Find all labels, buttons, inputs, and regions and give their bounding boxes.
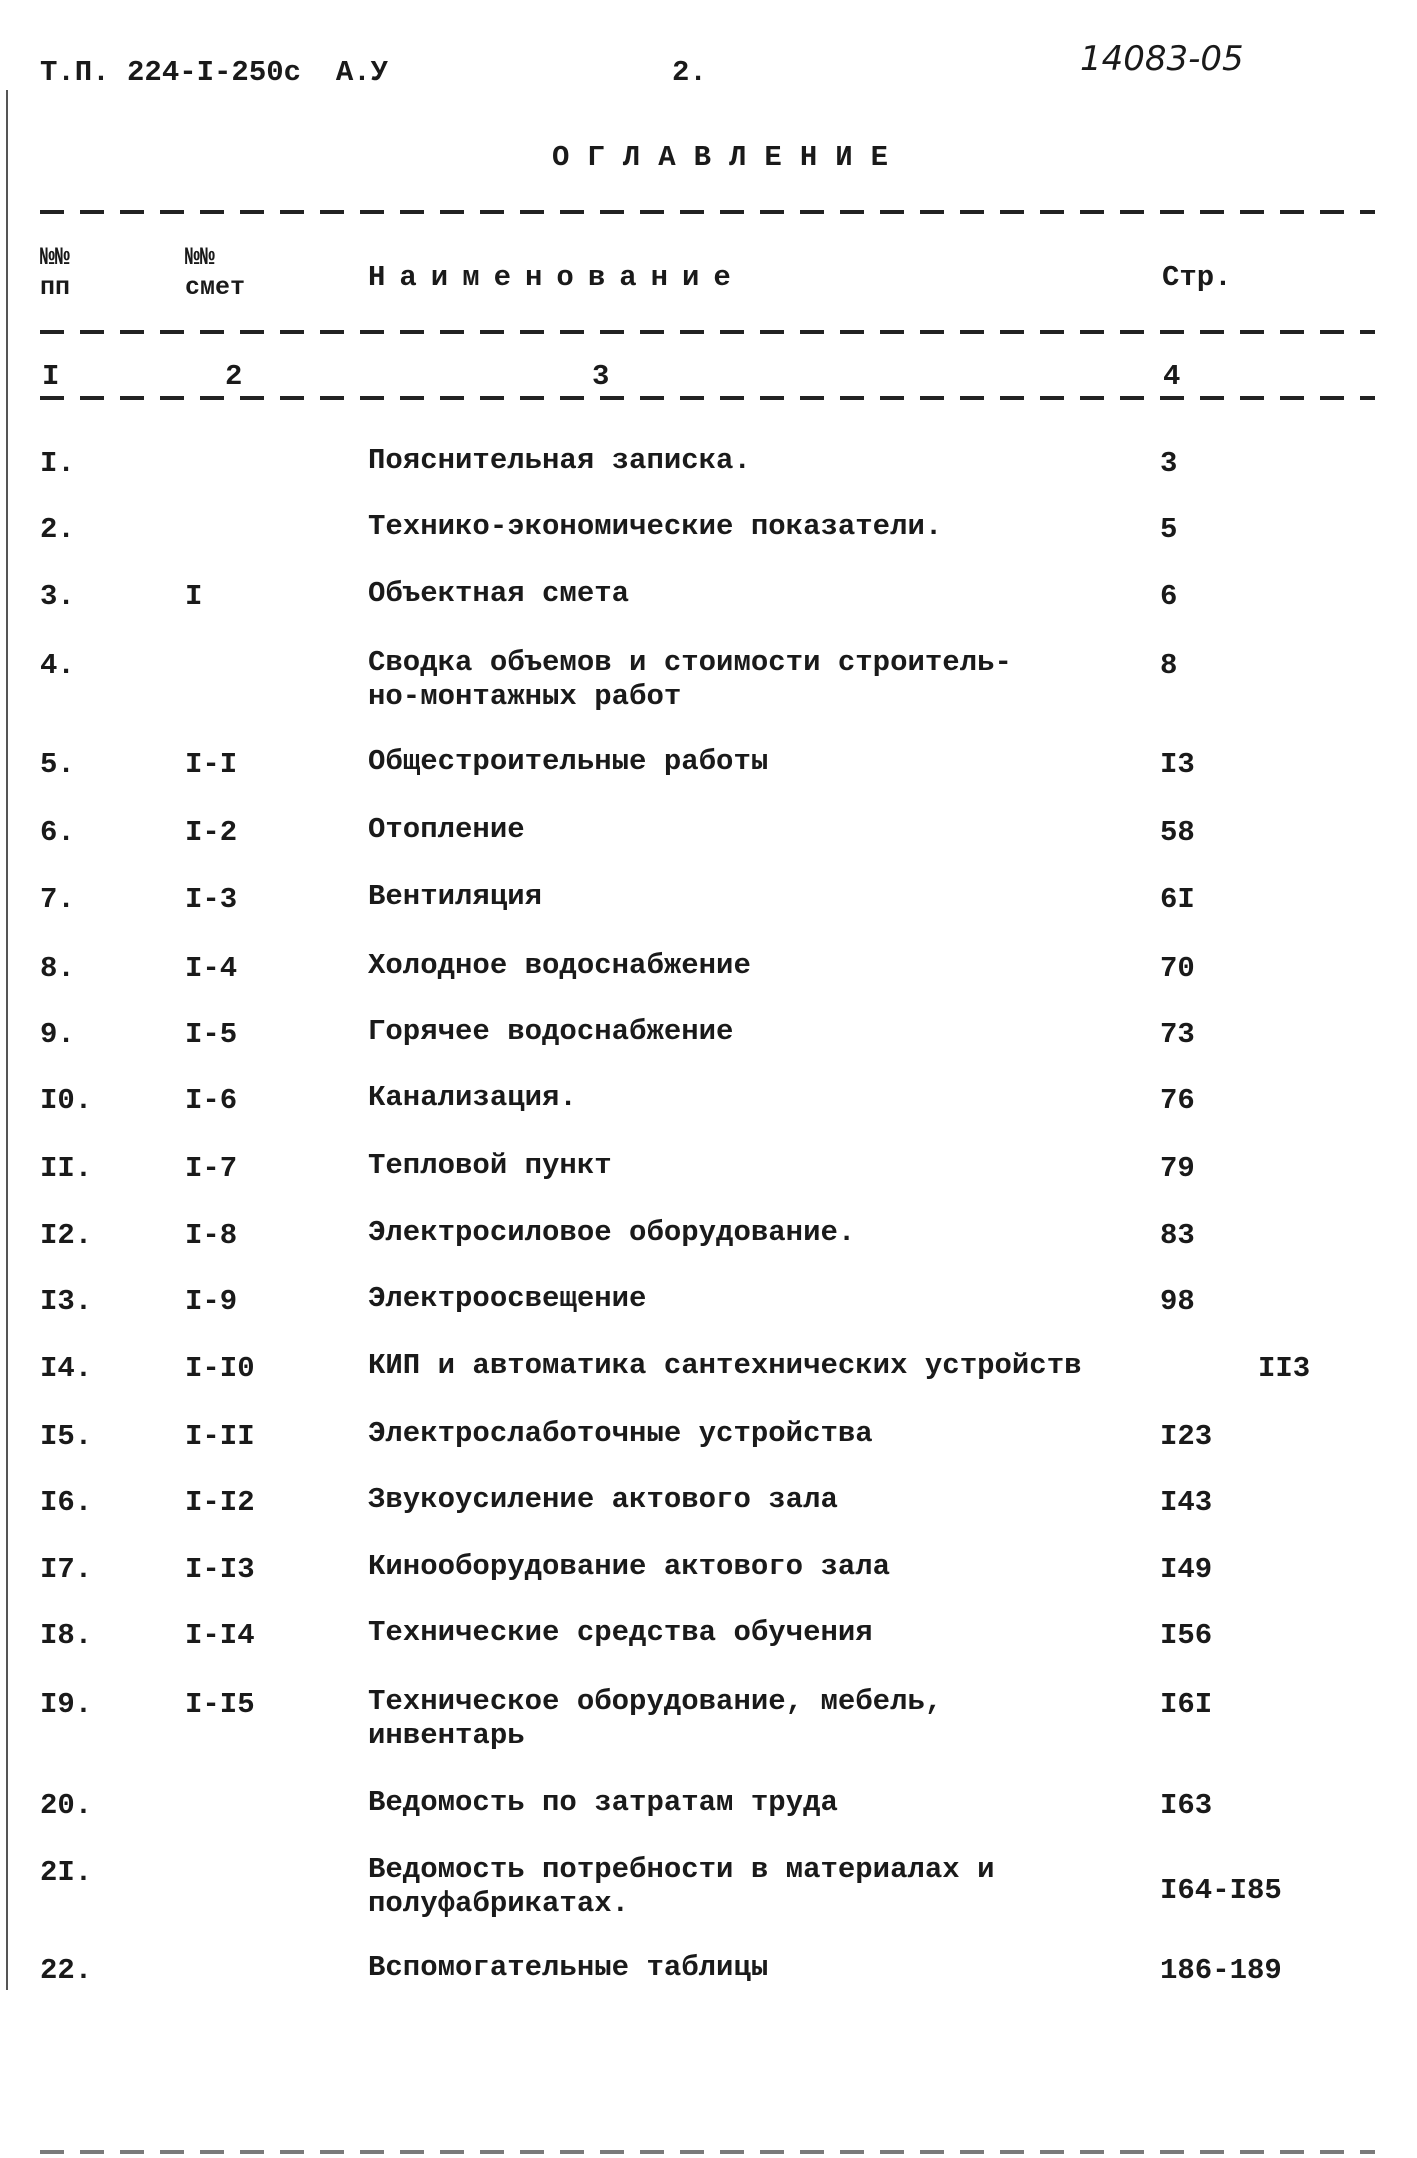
row-number: 9. (40, 1018, 75, 1051)
row-name: Техническое оборудование, мебель, инвентарь (368, 1685, 943, 1752)
row-page: I56 (1160, 1619, 1213, 1652)
row-page: 6I (1160, 883, 1195, 916)
column-number-4: 4 (1163, 360, 1181, 393)
row-number: I2. (40, 1219, 93, 1252)
row-number: 2. (40, 513, 75, 546)
row-name: Тепловой пункт (368, 1149, 612, 1182)
row-page: 8 (1160, 649, 1178, 682)
row-page: 3 (1160, 447, 1178, 480)
row-name: Звукоусиление актового зала (368, 1483, 838, 1516)
row-estimate: I-I5 (185, 1688, 255, 1721)
row-number: I8. (40, 1619, 93, 1652)
header-number-line2: пп (40, 273, 71, 302)
row-number: 22. (40, 1954, 93, 1987)
scan-margin-line (6, 90, 8, 1990)
row-estimate: I-8 (185, 1219, 238, 1252)
row-page: 70 (1160, 952, 1195, 985)
row-number: 6. (40, 816, 75, 849)
divider (40, 210, 1375, 214)
row-name: Технические средства обучения (368, 1616, 873, 1649)
header-name: Наименование (368, 261, 745, 294)
row-estimate: I-I3 (185, 1553, 255, 1586)
row-number: I5. (40, 1420, 93, 1453)
row-page: 5 (1160, 513, 1178, 546)
row-number: I6. (40, 1486, 93, 1519)
divider (40, 396, 1375, 400)
handwritten-number: 14083-05 (1080, 39, 1244, 79)
page-number: 2. (672, 56, 707, 89)
column-number-3: 3 (592, 360, 610, 393)
row-page: I49 (1160, 1553, 1213, 1586)
row-page: 73 (1160, 1018, 1195, 1051)
row-page: I43 (1160, 1486, 1213, 1519)
row-name: Вентиляция (368, 880, 543, 913)
row-name: КИП и автоматика сантехнических устройств (368, 1349, 1082, 1382)
row-number: I3. (40, 1285, 93, 1318)
row-number: I4. (40, 1352, 93, 1385)
page-title: ОГЛАВЛЕНИЕ (552, 141, 907, 174)
row-estimate: I-3 (185, 883, 238, 916)
row-name: Вспомогательные таблицы (368, 1951, 769, 1984)
row-number: 7. (40, 883, 75, 916)
row-page: 58 (1160, 816, 1195, 849)
row-name: Горячее водоснабжение (368, 1015, 734, 1048)
row-page: 76 (1160, 1084, 1195, 1117)
row-name: Общестроительные работы (368, 745, 769, 778)
row-name: Электросиловое оборудование. (368, 1216, 856, 1249)
row-name: Отопление (368, 813, 525, 846)
row-page: I64-I85 (1160, 1874, 1282, 1907)
row-page: 79 (1160, 1152, 1195, 1185)
row-estimate: I-6 (185, 1084, 238, 1117)
row-page: 83 (1160, 1219, 1195, 1252)
header-estimate-line1: №№ (185, 243, 216, 272)
row-estimate: I-II (185, 1420, 255, 1453)
document-code: Т.П. 224-I-250с А.У (40, 56, 389, 89)
row-page: 98 (1160, 1285, 1195, 1318)
row-name: Электроосвещение (368, 1282, 647, 1315)
header-number (40, 243, 70, 303)
row-name: Сводка объемов и стоимости строитель- но-монтажных работ (368, 646, 1012, 713)
divider (40, 2150, 1375, 2154)
row-page: I6I (1160, 1688, 1213, 1721)
column-number-2: 2 (225, 360, 243, 393)
row-page: I3 (1160, 748, 1195, 781)
row-name: Пояснительная записка. (368, 444, 751, 477)
divider (40, 330, 1375, 334)
row-number: 2I. (40, 1856, 93, 1889)
header-estimate (185, 243, 245, 303)
row-name: Холодное водоснабжение (368, 949, 751, 982)
row-number: 4. (40, 649, 75, 682)
row-number: 3. (40, 580, 75, 613)
header-number-line1: №№ (40, 243, 71, 272)
row-number: I7. (40, 1553, 93, 1586)
row-page: I63 (1160, 1789, 1213, 1822)
header-page: Стр. (1162, 261, 1232, 294)
column-number-1: I (42, 360, 60, 393)
row-page: I23 (1160, 1420, 1213, 1453)
row-number: 8. (40, 952, 75, 985)
row-number: I0. (40, 1084, 93, 1117)
row-number: I. (40, 447, 75, 480)
row-estimate: I-I4 (185, 1619, 255, 1652)
row-name: Ведомость по затратам труда (368, 1786, 838, 1819)
row-number: II. (40, 1152, 93, 1185)
row-estimate: I-5 (185, 1018, 238, 1051)
row-estimate: I-4 (185, 952, 238, 985)
row-number: 5. (40, 748, 75, 781)
row-estimate: I-I0 (185, 1352, 255, 1385)
row-estimate: I-I2 (185, 1486, 255, 1519)
row-estimate: I-7 (185, 1152, 238, 1185)
row-page: II3 (1258, 1352, 1311, 1385)
row-estimate: I (185, 580, 203, 613)
row-name: Ведомость потребности в материалах и полуфабрикатах. (368, 1853, 995, 1920)
row-name: Технико-экономические показатели. (368, 510, 943, 543)
row-estimate: I-2 (185, 816, 238, 849)
row-page: 186-189 (1160, 1954, 1282, 1987)
row-name: Кинооборудование актового зала (368, 1550, 891, 1583)
row-name: Электрослаботочные устройства (368, 1417, 873, 1450)
row-estimate: I-I (185, 748, 238, 781)
row-estimate: I-9 (185, 1285, 238, 1318)
row-number: I9. (40, 1688, 93, 1721)
row-page: 6 (1160, 580, 1178, 613)
row-number: 20. (40, 1789, 93, 1822)
row-name: Объектная смета (368, 577, 630, 610)
header-estimate-line2: смет (185, 273, 246, 302)
row-name: Канализация. (368, 1081, 577, 1114)
